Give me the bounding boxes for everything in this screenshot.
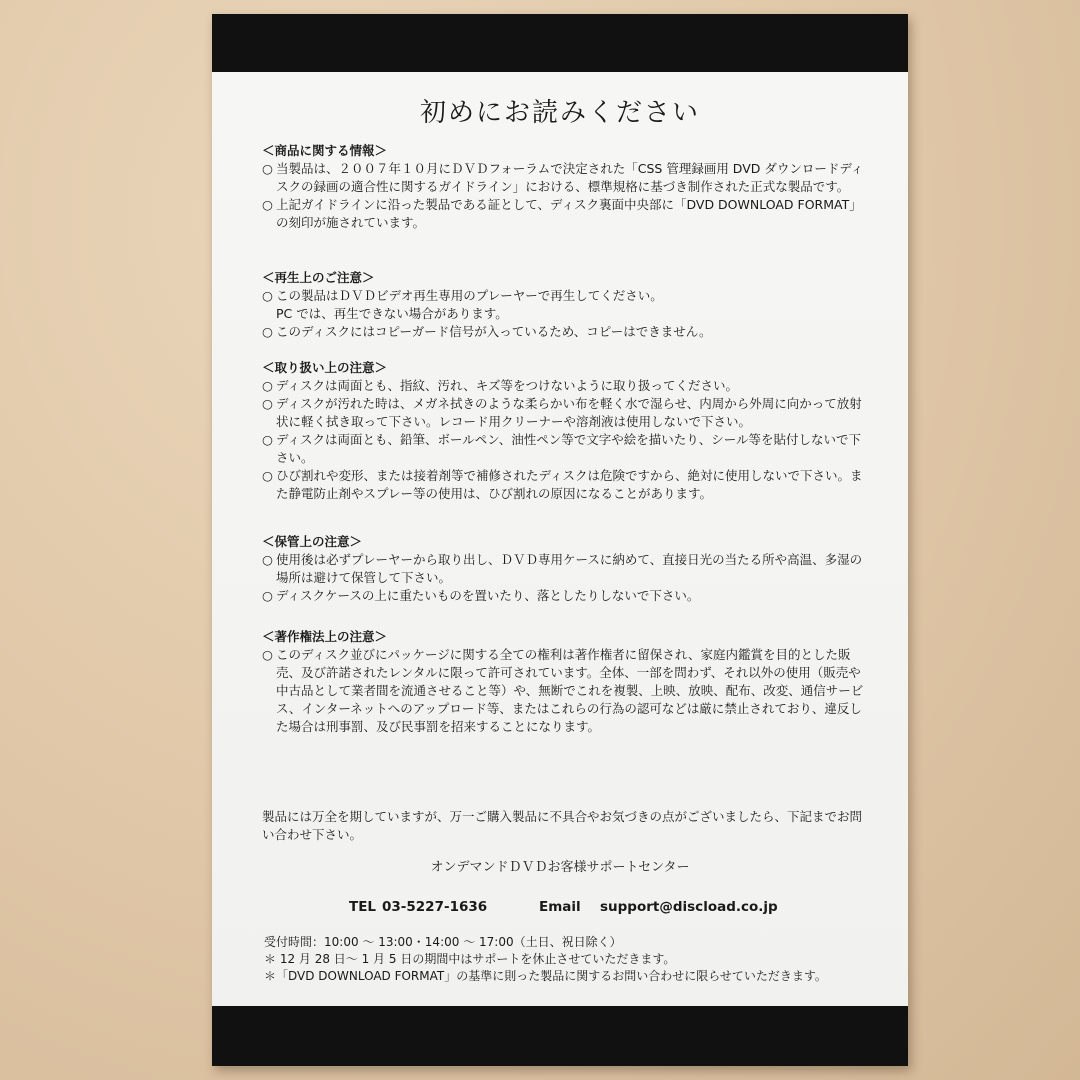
item-text: ディスクは両面とも、指紋、汚れ、キズ等をつけないように取り扱ってください。 <box>276 378 739 393</box>
item-text: この製品はＤＶＤビデオ再生専用のプレーヤーで再生してください。 <box>276 288 663 303</box>
list-item <box>262 431 872 467</box>
list-item <box>262 323 872 341</box>
page-title: 初めにお読みください <box>419 98 700 128</box>
support-center-name: オンデマンドＤＶＤお客様サポートセンター <box>430 860 690 875</box>
email-address[interactable]: support@discload.co.jp <box>600 899 778 915</box>
item-text: PC では、再生できない場合があります。 <box>276 306 508 321</box>
section-heading: ＜取り扱い上の注意＞ <box>262 360 388 375</box>
item-text: このディスクにはコピーガード信号が入っているため、コピーはできません。 <box>276 324 712 339</box>
list-item <box>262 467 872 503</box>
circle-bullet-icon: ○ <box>262 324 273 339</box>
item-text: ディスクケースの上に重たいものを置いたり、落としたりしないで下さい。 <box>276 588 700 603</box>
item-text: ひび割れや変形、または接着剤等で補修されたディスクは危険ですから、絶対に使用しないで下さい。また静電防止剤やスプレー等の使用は、ひび割れの原因になることがあります。 <box>276 468 863 501</box>
list-item <box>262 551 872 587</box>
item-text: 使用後は必ずプレーヤーから取り出し、ＤＶＤ専用ケースに納めて、直接日光の当たる所や高温、多湿の場所は避けて保管して下さい。 <box>276 552 863 585</box>
item-text: ディスクは両面とも、鉛筆、ボールペン、油性ペン等で文字や絵を描いたり、シール等を貼付しないで下さい。 <box>276 432 862 465</box>
section-heading: ＜保管上の注意＞ <box>262 534 363 549</box>
section-heading: ＜商品に関する情報＞ <box>262 143 388 158</box>
section-storage <box>262 533 872 605</box>
item-text: 当製品は、２００７年１０月にＤＶＤフォーラムで決定された「CSS 管理録画用 DVD ダウンロードディスクの録画の適合性に関するガイドライン」における、標準規格に基づき制作された正式な製品です。 <box>276 161 864 194</box>
item-text: このディスク並びにパッケージに関する全ての権利は著作権者に留保され、家庭内鑑賞を目的とした販売、及び許諾されたレンタルに限って許可されています。全体、一部を問わず、それ以外の使用（販売や中古品として業者間を流通させること等）や、無断でこれを複製、上映、放映、配布、改変、通信サービス、インターネットへのアップロード等、またはこれらの行為の認可などは厳に禁止されており、違反した場合は刑事罰、及び民事罰を招来することになります。 <box>276 647 864 734</box>
list-item <box>262 377 872 395</box>
reception-hours: 受付時間：10:00 ～ 13:00・14:00 ～ 17:00（土日、祝日除く） <box>264 935 622 949</box>
footer-notes <box>264 934 874 985</box>
section-heading: ＜再生上のご注意＞ <box>262 270 375 285</box>
section-playback <box>262 269 872 341</box>
circle-bullet-icon: ○ <box>262 432 273 447</box>
tel-number[interactable]: 03-5227-1636 <box>382 899 488 915</box>
instruction-sheet <box>212 14 908 1066</box>
section-product <box>262 142 872 232</box>
circle-bullet-icon: ○ <box>262 588 273 603</box>
item-text: 上記ガイドラインに沿った製品である証として、ディスク裏面中央部に「DVD DOWNLOAD FORMAT」の刻印が施されています。 <box>276 197 862 230</box>
circle-bullet-icon: ○ <box>262 647 273 662</box>
list-item <box>262 160 872 196</box>
circle-bullet-icon: ○ <box>262 161 273 176</box>
email-label: Email <box>539 899 581 915</box>
list-item <box>262 287 872 305</box>
circle-bullet-icon: ○ <box>262 396 273 411</box>
inquiry-notice: 製品には万全を期していますが、万一ご購入製品に不具合やお気づきの点がございましたら、下記までお問い合わせ下さい。 <box>262 809 863 842</box>
list-item <box>262 646 872 736</box>
item-text: ディスクが汚れた時は、メガネ拭きのような柔らかい布を軽く水で湿らせ、内周から外周に向かって放射状に軽く拭き取って下さい。レコード用クリーナーや溶剤液は使用しないで下さい。 <box>276 396 862 429</box>
section-handling <box>262 359 872 503</box>
list-item <box>262 587 872 605</box>
scope-note: ＊「DVD DOWNLOAD FORMAT」の基準に則った製品に関するお問い合わせに限らせていただきます。 <box>264 969 827 983</box>
circle-bullet-icon: ○ <box>262 288 273 303</box>
circle-bullet-icon: ○ <box>262 197 273 212</box>
circle-bullet-icon: ○ <box>262 552 273 567</box>
circle-bullet-icon: ○ <box>262 468 273 483</box>
list-item <box>262 305 872 323</box>
list-item <box>262 196 872 232</box>
section-copyright <box>262 628 872 736</box>
list-item <box>262 395 872 431</box>
holiday-note: ＊ 12 月 28 日～ 1 月 5 日の期間中はサポートを休止させていただきます。 <box>264 952 676 966</box>
section-heading: ＜著作権法上の注意＞ <box>262 629 388 644</box>
circle-bullet-icon: ○ <box>262 378 273 393</box>
tel-label: TEL <box>349 899 377 915</box>
paper <box>212 72 908 1006</box>
